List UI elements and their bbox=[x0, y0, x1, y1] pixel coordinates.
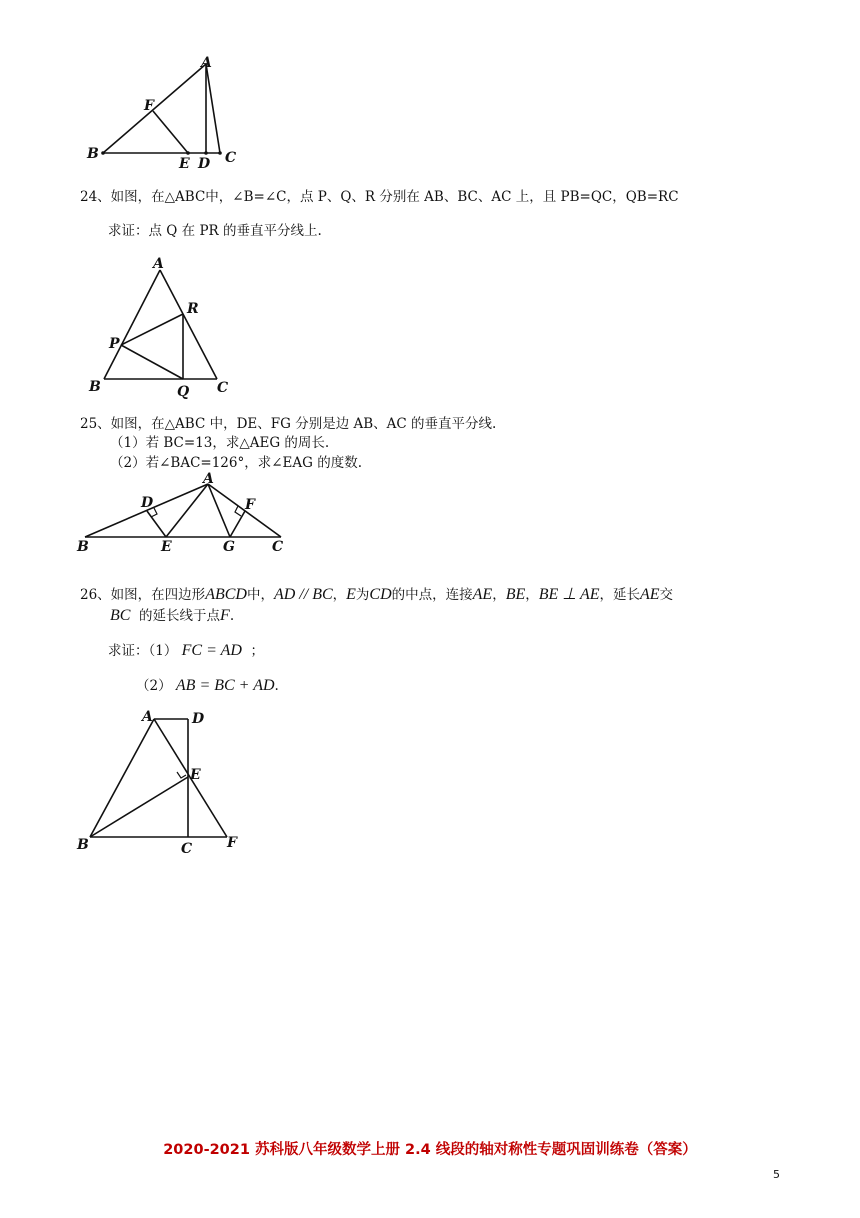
segment-pq bbox=[121, 345, 183, 379]
label-d: D bbox=[192, 711, 205, 727]
figure-24 bbox=[80, 250, 250, 400]
label-p: P bbox=[109, 336, 120, 352]
segment-fg bbox=[230, 511, 245, 537]
label-f: F bbox=[144, 98, 154, 114]
q26-statement-line2: BC 的延长线于点F. bbox=[110, 607, 235, 624]
label-a: A bbox=[153, 256, 164, 272]
q24-proof-prompt: 求证：点 Q 在 PR 的垂直平分线上. bbox=[108, 223, 322, 239]
label-e: E bbox=[161, 539, 172, 555]
label-r: R bbox=[187, 301, 199, 317]
segment-fe bbox=[153, 111, 188, 153]
q26-statement-line1: 26、如图，在四边形ABCD中，AD // BC，E为CD的中点，连接AE，BE，BE ⊥ AE，延长AE交 bbox=[80, 586, 674, 603]
point-e bbox=[186, 151, 190, 155]
q25-statement: 25、如图，在△ABC 中，DE、FG 分别是边 AB、AC 的垂直平分线. bbox=[80, 416, 497, 432]
segment-ae bbox=[166, 484, 208, 537]
segment-ba bbox=[103, 64, 206, 153]
label-a: A bbox=[201, 55, 212, 71]
page-number: 5 bbox=[773, 1168, 780, 1181]
right-angle-e bbox=[177, 772, 186, 778]
segment-be bbox=[90, 777, 188, 837]
segment-ba bbox=[90, 719, 154, 837]
label-b: B bbox=[89, 379, 101, 395]
figure-23 bbox=[80, 52, 280, 177]
point-d bbox=[204, 151, 208, 155]
label-e: E bbox=[190, 767, 201, 783]
label-b: B bbox=[77, 539, 89, 555]
figure-25 bbox=[75, 472, 295, 557]
label-b: B bbox=[77, 837, 89, 853]
q24-statement: 24、如图，在△ABC中，∠B=∠C，点 P、Q、R 分别在 AB、BC、AC 上，且 PB=QC，QB=RC bbox=[80, 189, 679, 205]
label-f: F bbox=[245, 497, 255, 513]
segment-ac bbox=[160, 270, 217, 379]
footer-title: 2020-2021 苏科版八年级数学上册 2.4 线段的轴对称性专题巩固训练卷（答案） bbox=[163, 1142, 697, 1158]
q26-proof-part2: （2） AB = BC + AD. bbox=[136, 677, 279, 694]
label-c: C bbox=[225, 150, 237, 166]
q25-part1: （1）若 BC=13，求△AEG 的周长. bbox=[110, 435, 330, 451]
label-c: C bbox=[272, 539, 284, 555]
label-b: B bbox=[87, 146, 99, 162]
label-a: A bbox=[203, 471, 214, 487]
label-d: D bbox=[198, 156, 211, 172]
point-c bbox=[218, 151, 222, 155]
label-q: Q bbox=[177, 384, 190, 400]
label-g: G bbox=[223, 539, 235, 555]
q25-part2: （2）若∠BAC=126°，求∠EAG 的度数. bbox=[110, 455, 363, 471]
label-d: D bbox=[141, 495, 154, 511]
label-a: A bbox=[142, 709, 153, 725]
label-e: E bbox=[179, 156, 190, 172]
q26-proof-part1: 求证：（1） FC = AD ； bbox=[108, 642, 265, 659]
point-b bbox=[101, 151, 105, 155]
label-c: C bbox=[217, 380, 229, 396]
label-f: F bbox=[227, 835, 237, 851]
segment-ac bbox=[206, 64, 220, 153]
figure-26 bbox=[75, 705, 255, 860]
label-c: C bbox=[181, 841, 193, 857]
